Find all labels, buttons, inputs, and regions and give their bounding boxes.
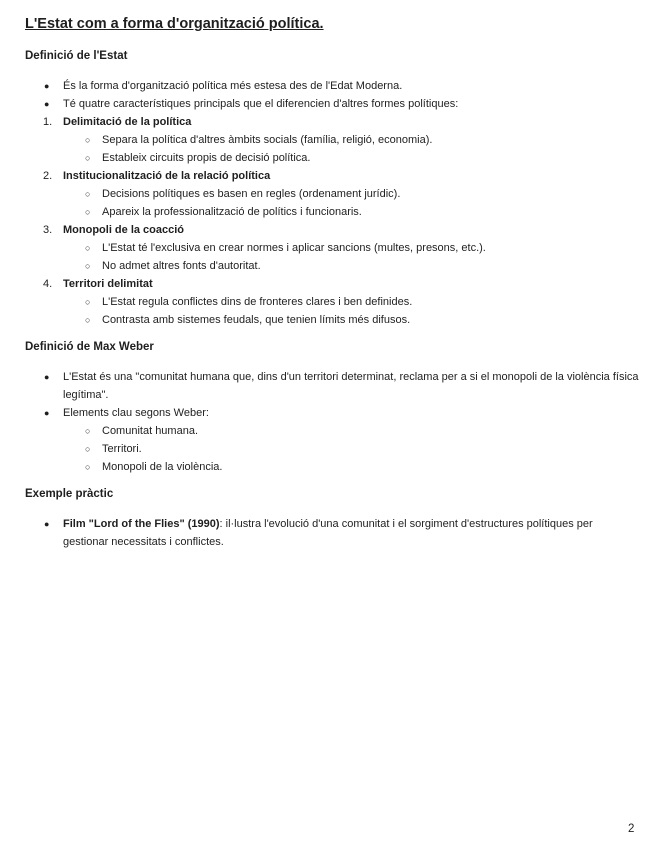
section-heading-estat: Definició de l'Estat [25, 50, 128, 62]
section-heading-exemple: Exemple pràctic [25, 488, 114, 500]
list-item: ● És la forma d'organització política més estesa des de l'Edat Moderna. [25, 77, 640, 95]
list-item: ○ L'Estat regula conflictes dins de fronteres clares i ben definides. [25, 293, 640, 311]
circle-bullet-icon: ○ [85, 297, 91, 307]
circle-bullet-icon: ○ [85, 261, 91, 271]
circle-bullet-icon: ○ [85, 444, 91, 454]
page-title: L'Estat com a forma d'organització política. [25, 16, 324, 32]
numbered-item: 3. Monopoli de la coacció [43, 224, 185, 236]
list-item: ● Elements clau segons Weber: [25, 404, 640, 422]
list-item: ○ No admet altres fonts d'autoritat. [25, 257, 640, 275]
list-item: ○ L'Estat té l'exclusiva en crear normes i aplicar sancions (multes, presons, etc.). [25, 239, 640, 257]
bullet-icon: ● [44, 372, 50, 382]
circle-bullet-icon: ○ [85, 207, 91, 217]
bullet-icon: ● [44, 519, 50, 529]
section-heading-weber: Definició de Max Weber [25, 341, 154, 353]
circle-bullet-icon: ○ [85, 135, 91, 145]
numbered-item: 2. Institucionalització de la relació política [43, 170, 271, 182]
list-item: ○ Territori. [25, 440, 640, 458]
list-item: ○ Separa la política d'altres àmbits socials (família, religió, economia). [25, 131, 640, 149]
document-page [25, 14, 640, 551]
list-item: ○ Estableix circuits propis de decisió política. [25, 149, 640, 167]
list-item: ○ Decisions polítiques es basen en regles (ordenament jurídic). [25, 185, 640, 203]
numbered-item: 4. Territori delimitat [43, 278, 153, 290]
list-item: ○ Comunitat humana. [25, 422, 640, 440]
numbered-item: 1. Delimitació de la política [43, 116, 192, 128]
circle-bullet-icon: ○ [85, 426, 91, 436]
circle-bullet-icon: ○ [85, 462, 91, 472]
list-item: ● L'Estat és una "comunitat humana que, dins d'un territori determinat, reclama per a si el monopoli de la violència física legítima". [25, 368, 640, 404]
bullet-icon: ● [44, 408, 50, 418]
circle-bullet-icon: ○ [85, 243, 91, 253]
list-item: ○ Monopoli de la violència. [25, 458, 640, 476]
list-item: ● Film "Lord of the Flies" (1990): il·lustra l'evolució d'una comunitat i el sorgiment d'estructures polítiques per gestionar necessitats i conflictes. [25, 515, 640, 551]
circle-bullet-icon: ○ [85, 153, 91, 163]
list-item: ○ Contrasta amb sistemes feudals, que tenien límits més difusos. [25, 311, 640, 329]
list-item: ● Té quatre característiques principals que el diferencien d'altres formes polítiques: [25, 95, 640, 113]
bullet-icon: ● [44, 81, 50, 91]
list-item: ○ Apareix la professionalització de polítics i funcionaris. [25, 203, 640, 221]
circle-bullet-icon: ○ [85, 189, 91, 199]
circle-bullet-icon: ○ [85, 315, 91, 325]
bullet-icon: ● [44, 99, 50, 109]
page-number: 2 [628, 823, 635, 835]
